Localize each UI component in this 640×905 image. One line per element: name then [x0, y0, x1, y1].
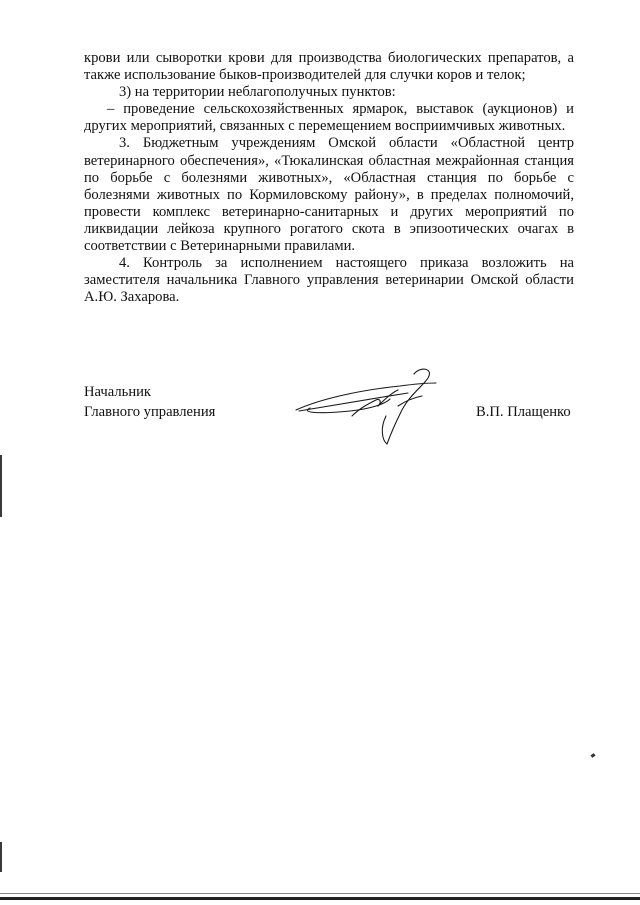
- scan-speck: [591, 753, 596, 758]
- paragraph-point-4: 4. Контроль за исполнением настоящего приказа возложить на заместителя начальника Главного управления ветеринарии Омской области А.Ю. Захарова.: [84, 255, 574, 306]
- paragraph-point-3: 3. Бюджетным учреждениям Омской области «Областной центр ветеринарного обеспечения», «Тюкалинская областная межрайонная станция по борьбе с болезнями животных», «Областная станция по борьбе с болезнями животных по Кормиловскому району», в пределах полномочий, провести комплекс ветеринарно-санитарных и других мероприятий по ликвидации лейкоза крупного рогатого скота в эпизоотических очагах в соответствии с Ветеринарными правилами.: [84, 135, 574, 255]
- handwritten-signature: [290, 366, 440, 448]
- signatory-title: [84, 382, 215, 422]
- scan-edge-mark-top: [0, 455, 2, 517]
- signer-name: В.П. Плащенко: [476, 404, 571, 420]
- scan-edge-mark-bottom: [0, 842, 2, 872]
- signatory-title-line1: Начальник: [84, 384, 152, 400]
- scan-bottom-edge-light: [0, 893, 640, 894]
- scan-bottom-edge: [0, 897, 640, 900]
- paragraph-dash-item: – проведение сельскохозяйственных ярмарок, выставок (аукционов) и других мероприятий, связанных с перемещением восприимчивых животных.: [84, 101, 574, 135]
- signatory-title-line2: Главного управления: [84, 404, 216, 420]
- paragraph-item-3: 3) на территории неблагополучных пунктов:: [119, 84, 396, 101]
- paragraph-continuation: крови или сыворотки крови для производства биологических препаратов, а также использование быков-производителей для случки коров и телок;: [84, 50, 574, 84]
- document-body: [84, 50, 574, 306]
